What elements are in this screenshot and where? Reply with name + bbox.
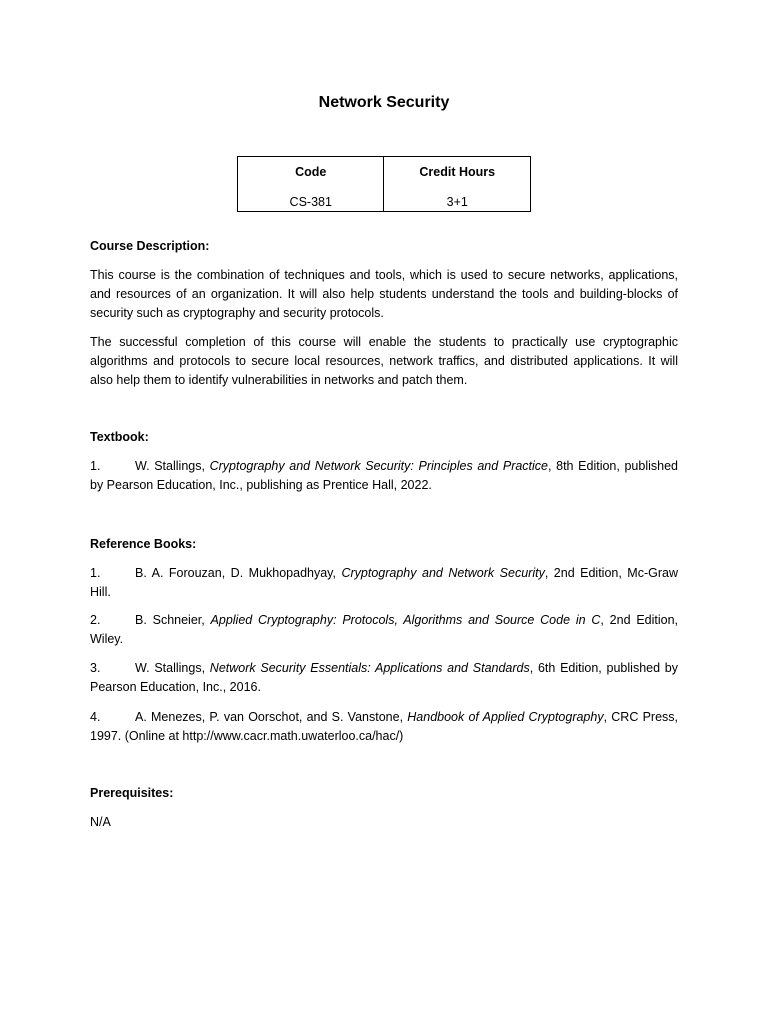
course-description-paragraph-2: The successful completion of this course will enable the students to practically use cryptographic algorithms and protocols to secure local resources, network traffics, and distributed applications. It will also help them to identify vulnerabilities in networks and patch them.	[90, 335, 678, 387]
list-item-number: 1.	[90, 459, 101, 473]
page-title: Network Security	[318, 94, 450, 111]
list-item-number: 3.	[90, 661, 101, 675]
list-item	[90, 564, 678, 602]
textbook-author: W. Stallings,	[135, 459, 210, 473]
course-code-value: CS-381	[238, 179, 384, 212]
prerequisites-value: N/A	[90, 815, 111, 829]
reference-author: A. Menezes, P. van Oorschot, and S. Vanstone,	[135, 710, 408, 724]
list-item	[90, 659, 678, 697]
list-item-number: 4.	[90, 710, 101, 724]
prerequisites-heading: Prerequisites:	[90, 786, 174, 800]
table-header-code: Code	[238, 157, 384, 180]
reference-details: , CRC Press, 1997. (Online at http://www.cacr.math.uwaterloo.ca/hac/)	[90, 710, 678, 743]
reference-title: Cryptography and Network Security	[341, 566, 545, 580]
list-item	[90, 708, 678, 746]
reference-author: W. Stallings,	[135, 661, 210, 675]
textbook-details: , 8th Edition, published by Pearson Education, Inc., publishing as Prentice Hall, 2022.	[90, 459, 678, 492]
list-item-number: 1.	[90, 566, 101, 580]
reference-title: Applied Cryptography: Protocols, Algorithms and Source Code in C	[210, 613, 601, 627]
reference-title: Handbook of Applied Cryptography	[407, 710, 604, 724]
course-description-paragraph-1: This course is the combination of techniques and tools, which is used to secure networks, applications, and resources of an organization. It will also help students understand the tools and building-blocks of security such as cryptography and security protocols.	[90, 268, 678, 320]
credit-hours-value: 3+1	[384, 179, 531, 212]
list-item-number: 2.	[90, 613, 101, 627]
table-header-row	[238, 157, 531, 180]
reference-books-heading: Reference Books:	[90, 537, 197, 551]
reference-details: , 6th Edition, published by Pearson Education, Inc., 2016.	[90, 661, 678, 694]
table-header-credit-hours: Credit Hours	[384, 157, 531, 180]
reference-details: , 2nd Edition, Mc-Graw Hill.	[90, 566, 678, 599]
textbook-heading: Textbook:	[90, 430, 149, 444]
reference-details: , 2nd Edition, Wiley.	[90, 613, 679, 646]
table-row	[238, 179, 531, 212]
textbook-title: Cryptography and Network Security: Principles and Practice	[209, 459, 549, 473]
course-info-table	[237, 156, 531, 212]
textbook-item	[90, 457, 678, 495]
course-description-heading: Course Description:	[90, 239, 210, 253]
reference-author: B. Schneier,	[135, 613, 211, 627]
reference-author: B. A. Forouzan, D. Mukhopadhyay,	[135, 566, 342, 580]
reference-title: Network Security Essentials: Applications and Standards	[209, 661, 530, 675]
list-item	[90, 611, 678, 649]
